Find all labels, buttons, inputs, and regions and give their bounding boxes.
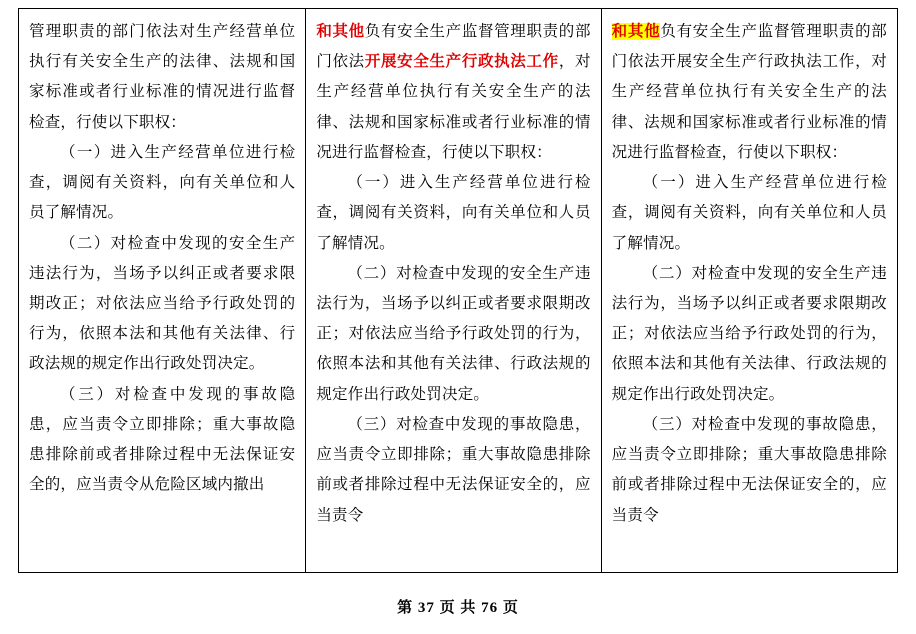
body-text: 负有安全生产监督管理职责的部门依法 (316, 23, 591, 71)
highlighted-revision-text: 和其他 (611, 23, 661, 40)
page-footer: 第 37 页 共 76 页 (397, 600, 519, 616)
paragraph (612, 17, 887, 168)
paragraph (29, 17, 295, 138)
table-cell-final-text (602, 9, 897, 572)
body-text: 管理职责的部门依法对生产经营单位执行有关安全生产的法律、法规和国家标准或者行业标准的情况进行监督检查，行使以下职权： (29, 23, 296, 131)
revision-text: 开展安全生产行政执法工作 (364, 53, 559, 71)
revision-text: 和其他 (316, 23, 365, 40)
body-text: （二）对检查中发现的安全生产违法行为，当场予以纠正或者要求限期改正；对依法应当给予行政处罚的行为，依照本法和其他有关法律、行政法规的规定作出行政处罚决定。 (611, 264, 887, 403)
paragraph (316, 168, 590, 259)
paragraph (316, 17, 590, 168)
paragraph (316, 259, 590, 410)
paragraph (612, 259, 887, 410)
paragraph (29, 380, 295, 501)
paragraph (612, 410, 887, 531)
body-text: 负有安全生产监督管理职责的部门依法开展安全生产行政执法工作，对生产经营单位执行有关安全生产的法律、法规和国家标准或者行业标准的情况进行监督检查，行使以下职权： (611, 23, 887, 161)
body-text: （三）对检查中发现的事故隐患，应当责令立即排除；重大事故隐患排除前或者排除过程中无法保证安全的，应当责令从危险区域内撤出 (29, 385, 296, 494)
paragraph (316, 410, 590, 531)
body-text: （二）对检查中发现的安全生产违法行为，当场予以纠正或者要求限期改正；对依法应当给予行政处罚的行为，依照本法和其他有关法律、行政法规的规定作出行政处罚决定。 (316, 264, 591, 403)
body-text: （三）对检查中发现的事故隐患，应当责令立即排除；重大事故隐患排除前或者排除过程中无法保证安全的，应当责令 (316, 415, 591, 524)
paragraph (29, 229, 295, 380)
table-cell-revised-text (306, 9, 601, 572)
paragraph (29, 138, 295, 229)
body-text: （一）进入生产经营单位进行检查，调阅有关资料，向有关单位和人员了解情况。 (29, 143, 296, 222)
body-text: （二）对检查中发现的安全生产违法行为，当场予以纠正或者要求限期改正；对依法应当给予行政处罚的行为，依照本法和其他有关法律、行政法规的规定作出行政处罚决定。 (29, 234, 296, 373)
paragraph (612, 168, 887, 259)
body-text: （一）进入生产经营单位进行检查，调阅有关资料，向有关单位和人员了解情况。 (316, 174, 591, 252)
comparison-table (18, 8, 898, 573)
body-text: （三）对检查中发现的事故隐患，应当责令立即排除；重大事故隐患排除前或者排除过程中无法保证安全的，应当责令 (611, 415, 887, 524)
table-cell-original-text (19, 9, 306, 572)
body-text: ，对生产经营单位执行有关安全生产的法律、法规和国家标准或者行业标准的情况进行监督检查，行使以下职权： (316, 53, 591, 161)
body-text: （一）进入生产经营单位进行检查，调阅有关资料，向有关单位和人员了解情况。 (611, 174, 887, 252)
